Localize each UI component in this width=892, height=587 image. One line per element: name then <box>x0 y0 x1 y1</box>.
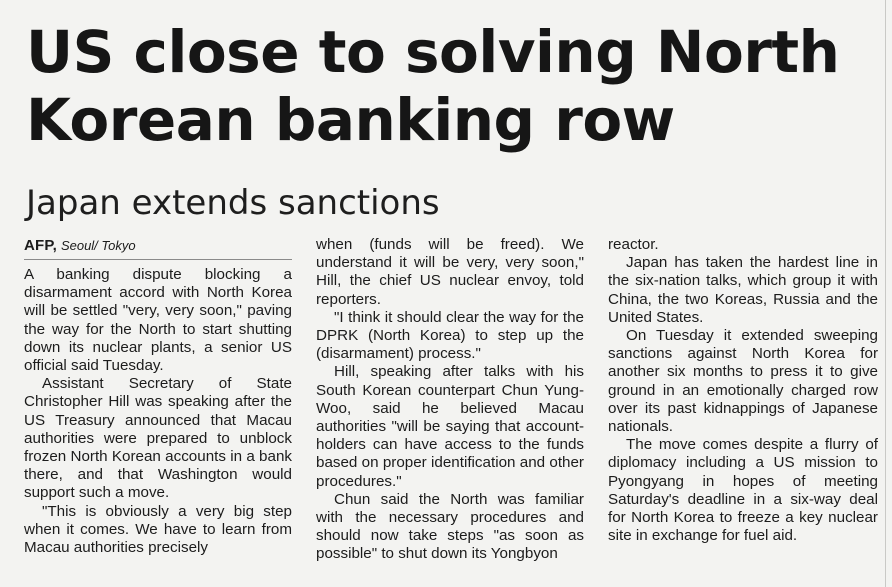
article-column-3 <box>608 236 878 545</box>
paragraph: Japan has taken the hardest line in the six-nation talks, which group it with China, the two Koreas, Russia and the United States. <box>608 254 878 326</box>
byline-dateline: Seoul/ Tokyo <box>60 238 136 253</box>
paragraph: On Tuesday it extended sweeping sanctions against North Korea for another six months to press it to give ground in an emotionally charged row over its past kidnappings of Japanese nationals. <box>608 327 878 436</box>
paragraph: "I think it should clear the way for the DPRK (North Korea) to step up the (disarmament) process." <box>316 308 584 363</box>
paragraph: A banking dispute blocking a disarmament accord with North Korea will be settled "very, very soon," paving the way for the North to start shutting down its nuclear plants, a senior US official said Tuesday. <box>24 266 292 375</box>
paragraph: Chun said the North was familiar with the necessary procedures and should now take steps "as soon as possible" to shut down its Yongbyon <box>316 490 584 563</box>
paragraph: "This is obviously a very big step when it comes. We have to learn from Macau authorities precisely <box>24 502 292 557</box>
article-column-1 <box>24 236 292 557</box>
byline-agency: AFP, <box>24 237 58 254</box>
page-edge-rule <box>885 0 886 587</box>
paragraph: when (funds will be freed). We understand it will be very, very soon," Hill, the chief US nuclear envoy, told reporters. <box>316 236 584 308</box>
paragraph: The move comes despite a flurry of diplomacy including a US mission to Pyongyang in hopes of meeting Saturday's deadline in a six-way deal for North Korea to freeze a key nuclear site in exchange for fuel aid. <box>608 436 878 545</box>
paragraph: Assistant Secretary of State Christopher Hill was speaking after the US Treasury announced that Macau authorities were prepared to unblock frozen North Korean accounts in a bank there, and that Washington would support such a move. <box>24 375 292 502</box>
subheadline: Japan extends sanctions <box>26 183 440 223</box>
paragraph: Hill, speaking after talks with his South Korean counterpart Chun Yung-Woo, said he believed Macau authorities "will be saying that account-holders can have access to the funds based on proper identification and other procedures." <box>316 363 584 490</box>
paragraph: reactor. <box>608 236 659 253</box>
headline: US close to solving North Korean banking row <box>26 18 840 154</box>
article-column-2 <box>316 236 584 564</box>
byline <box>24 236 292 260</box>
